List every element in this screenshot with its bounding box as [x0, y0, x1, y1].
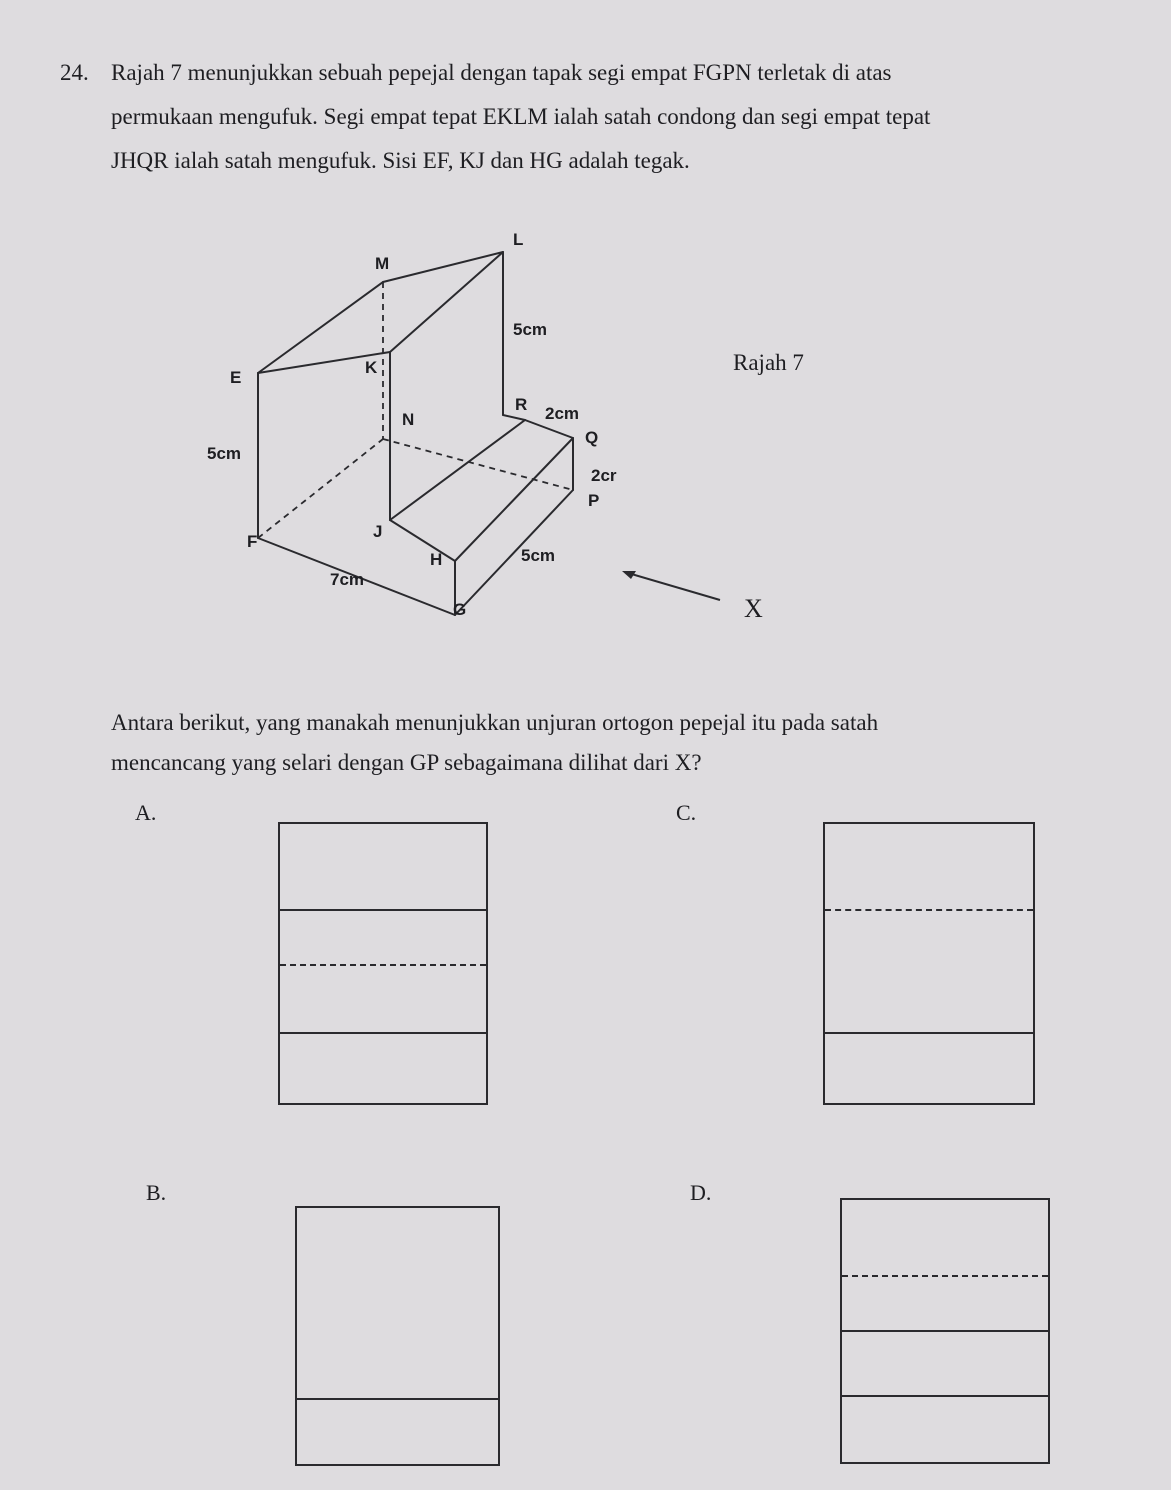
edge-HQ: [455, 438, 573, 561]
option-a-diagram[interactable]: [278, 822, 488, 1105]
question-line-1: Rajah 7 menunjukkan sebuah pepejal dengan tapak segi empat FGPN terletak di atas: [111, 60, 892, 85]
dim-label-7cm: 7cm: [330, 570, 365, 589]
option-d-line-1: [842, 1330, 1048, 1332]
dim-label-2cm: 2cm: [545, 404, 580, 423]
vertex-label-K: K: [365, 358, 378, 377]
vertex-label-H: H: [430, 550, 443, 569]
option-d-diagram[interactable]: [840, 1198, 1050, 1464]
option-b-line-1: [297, 1398, 498, 1400]
option-d-dashed-line: [842, 1275, 1048, 1277]
hidden-edge-NP: [383, 439, 573, 490]
option-c-line-1: [825, 1032, 1033, 1034]
dim-label-5cm-base: 5cm: [521, 546, 556, 565]
option-c-label[interactable]: C.: [676, 800, 697, 825]
figure-caption: Rajah 7: [733, 350, 804, 375]
edge-JH: [390, 520, 455, 561]
option-a-dashed-line: [280, 964, 486, 966]
option-c-dashed-line: [825, 909, 1033, 911]
dim-label-2cr: 2cr: [591, 466, 617, 485]
option-b-diagram[interactable]: [295, 1206, 500, 1466]
vertex-label-M: M: [375, 254, 390, 273]
question-line-2: permukaan mengufuk. Segi empat tepat EKLM ialah satah condong dan segi empat tepat: [111, 104, 931, 129]
view-direction-label: X: [744, 594, 763, 623]
option-d-line-2: [842, 1395, 1048, 1397]
edge-JR: [390, 420, 525, 520]
vertex-label-L: L: [513, 230, 524, 249]
vertex-label-Q: Q: [585, 428, 599, 447]
vertex-label-R: R: [515, 395, 528, 414]
vertex-label-G: G: [453, 600, 467, 619]
edge-GP: [455, 490, 573, 615]
question-line-3: JHQR ialah satah mengufuk. Sisi EF, KJ dan HG adalah tegak.: [111, 148, 690, 173]
solid-figure: [195, 225, 655, 625]
solid-diagram: [195, 225, 655, 625]
option-a-label[interactable]: A.: [135, 800, 157, 825]
option-a-line-2: [280, 1032, 486, 1034]
vertex-label-N: N: [402, 410, 415, 429]
option-a-line-1: [280, 909, 486, 911]
option-d-label[interactable]: D.: [690, 1180, 712, 1205]
vertex-label-F: F: [247, 532, 258, 551]
dim-label-5cm-left: 5cm: [207, 444, 242, 463]
question-number: 24.: [60, 60, 89, 85]
option-b-label[interactable]: B.: [146, 1180, 167, 1205]
option-c-diagram[interactable]: [823, 822, 1035, 1105]
prompt-line-2: mencancang yang selari dengan GP sebagaimana dilihat dari X?: [111, 750, 702, 775]
view-arrow-icon: [620, 565, 730, 605]
dim-label-5cm-top: 5cm: [513, 320, 548, 339]
hidden-edge-FN: [258, 439, 383, 538]
prompt-line-1: Antara berikut, yang manakah menunjukkan unjuran ortogon pepejal itu pada satah: [111, 710, 879, 735]
vertex-label-J: J: [373, 522, 383, 541]
edge-R-top: [503, 415, 525, 420]
vertex-label-P: P: [588, 491, 600, 510]
vertex-label-E: E: [230, 368, 242, 387]
